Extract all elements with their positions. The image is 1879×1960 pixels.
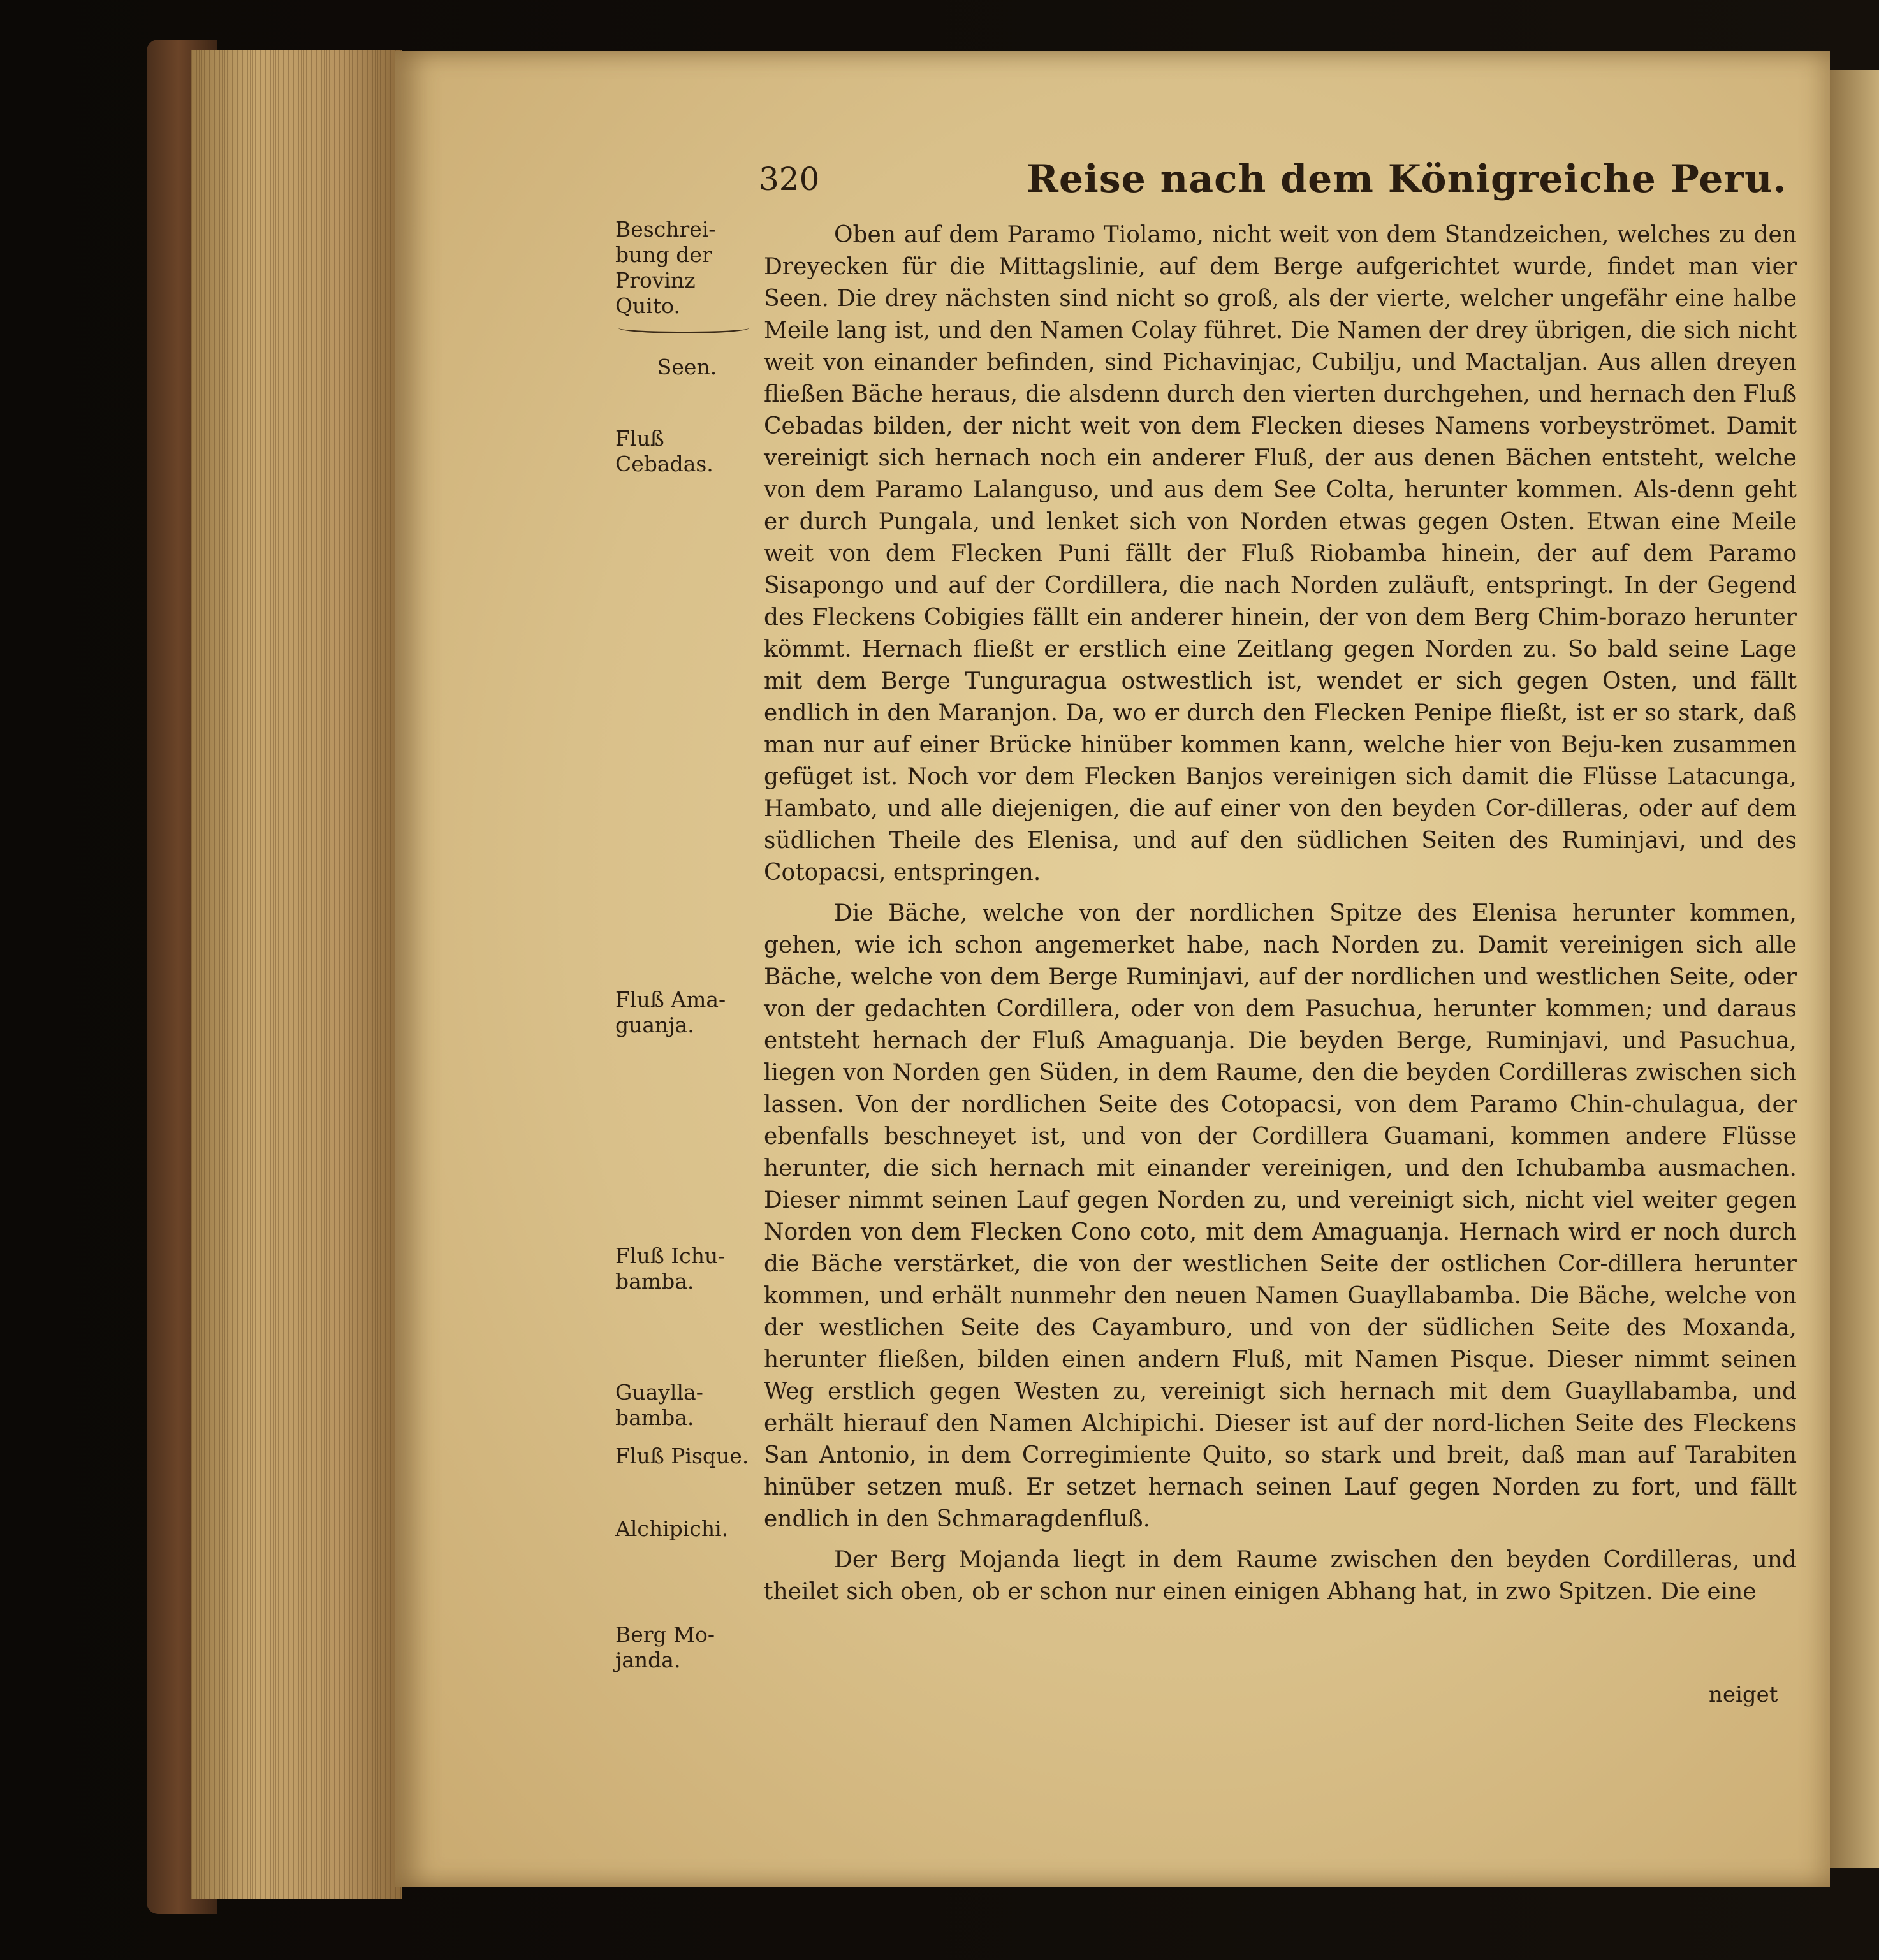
body-text [764, 219, 1797, 1608]
paragraph: Oben auf dem Paramo Tiolamo, nicht weit von dem Standzeichen, welches zu den Dreyecken für die Mittagslinie, auf dem Berge aufgerichtet wurde, findet man vier Seen. Die drey nächsten sind nicht so groß, als der vierte, welcher ungefähr eine halbe Meile lang ist, und den Namen Colay führet. Die Namen der drey übrigen, die sich nicht weit von einander befinden, sind Pichavinjac, Cubilju, und Mactaljan. Aus allen dreyen fließen Bäche heraus, die alsdenn durch den vierten durchgehen, und hernach den Fluß Cebadas bilden, der nicht weit von dem Flecken dieses Namens vorbeyströmet. Damit vereinigt sich hernach noch ein anderer Fluß, der aus denen Bächen entsteht, welche von dem Paramo Lalanguso, und aus dem See Colta, herunter kommen. Als-denn geht er durch Pungala, und lenket sich von Norden etwas gegen Osten. Etwan eine Meile weit von dem Flecken Puni fällt der Fluß Riobamba hinein, der auf dem Paramo Sisapongo und auf der Cordillera, die nach Norden zuläuft, entspringt. In der Gegend des Fleckens Cobigies fällt ein anderer hinein, der von dem Berg Chim-borazo herunter kömmt. Hernach fließt er erstlich eine Zeitlang gegen Norden zu. So bald seine Lage mit dem Berge Tunguragua ostwestlich ist, wendet er sich gegen Osten, und fällt endlich in den Maranjon. Da, wo er durch den Flecken Penipe fließt, ist er so stark, daß man nur auf einer Brücke hinüber kommen kann, welche hier von Beju-ken zusammen gefüget ist. Noch vor dem Flecken Banjos vereinigen sich damit die Flüsse Latacunga, Hambato, und alle diejenigen, die auf einer von den beyden Cor-dilleras, oder auf dem südlichen Theile des Elenisa, und auf den südlichen Seiten des Ruminjavi, und des Cotopacsi, entspringen. [764, 222, 1797, 886]
margin-note-cebadas: Fluß Cebadas. [615, 426, 713, 476]
margin-note-guayllabamba: Guaylla-bamba. [615, 1380, 703, 1430]
margin-note-province: Beschrei-bung der Provinz Quito. [615, 217, 716, 318]
margin-notes [615, 0, 759, 1960]
page-header [759, 157, 1804, 212]
paragraph: Der Berg Mojanda liegt in dem Raume zwischen den beyden Cordilleras, und theilet sich oben, ob er schon nur einen einigen Abhang hat, in zwo Spitzen. Die eine [764, 1547, 1797, 1605]
page-block-edge [191, 50, 402, 1899]
margin-note-alchipichi: Alchipichi. [615, 1516, 729, 1541]
margin-note-amaguanja: Fluß Ama-guanja. [615, 987, 726, 1037]
margin-note-mojanda: Berg Mo-janda. [615, 1622, 715, 1672]
paragraph: Die Bäche, welche von der nordlichen Spitze des Elenisa herunter kommen, gehen, wie ich schon angemerket habe, nach Norden zu. Damit vereinigen sich alle Bäche, welche von dem Berge Ruminjavi, auf der nordlichen und westlichen Seite, oder von der gedachten Cordillera, oder von dem Pasuchua, herunter kommen; und daraus entsteht hernach der Fluß Amaguanja. Die beyden Berge, Ruminjavi, und Pasuchua, liegen von Norden gen Süden, in dem Raume, den die beyden Cordilleras zwischen sich lassen. Von der nordlichen Seite des Cotopacsi, von dem Paramo Chin-chulagua, der ebenfalls beschneyet ist, und von der Cordillera Guamani, kommen andere Flüsse herunter, die sich hernach mit einander vereinigen, und den Ichubamba ausmachen. Dieser nimmt seinen Lauf gegen Norden zu, und vereinigt sich, nicht viel weiter gegen Norden von dem Flecken Cono coto, mit dem Amaguanja. Hernach wird er noch durch die Bäche verstärket, die von der westlichen Seite der ostlichen Cor-dillera herunter kommen, und erhält nunmehr den neuen Namen Guayllabamba. Die Bäche, welche von der westlichen Seite des Cayamburo, und von der südlichen Seite des Moxanda, herunter fließen, bilden einen andern Fluß, mit Namen Pisque. Dieser nimmt seinen Weg erstlich gegen Westen zu, vereinigt sich hernach mit dem Guayllabamba, und erhält hierauf den Namen Alchipichi. Dieser ist auf der nord-lichen Seite des Fleckens San Antonio, in dem Corregimiente Quito, so stark und breit, daß man auf Tarabiten hinüber setzen muß. Er setzet hernach seinen Lauf gegen Norden zu fort, und fällt endlich in den Schmaragdenfluß. [764, 900, 1797, 1532]
margin-note-ichubamba: Fluß Ichu-bamba. [615, 1243, 726, 1294]
catchword: neiget [1709, 1682, 1778, 1708]
margin-note-lakes: Seen. [657, 355, 717, 379]
facing-page-edge [1830, 70, 1879, 1868]
margin-brace [618, 323, 749, 333]
page-number: 320 [759, 161, 820, 198]
margin-note-pisque: Fluß Pisque. [615, 1444, 749, 1468]
running-title: Reise nach dem Königreiche Peru. [1027, 157, 1787, 201]
